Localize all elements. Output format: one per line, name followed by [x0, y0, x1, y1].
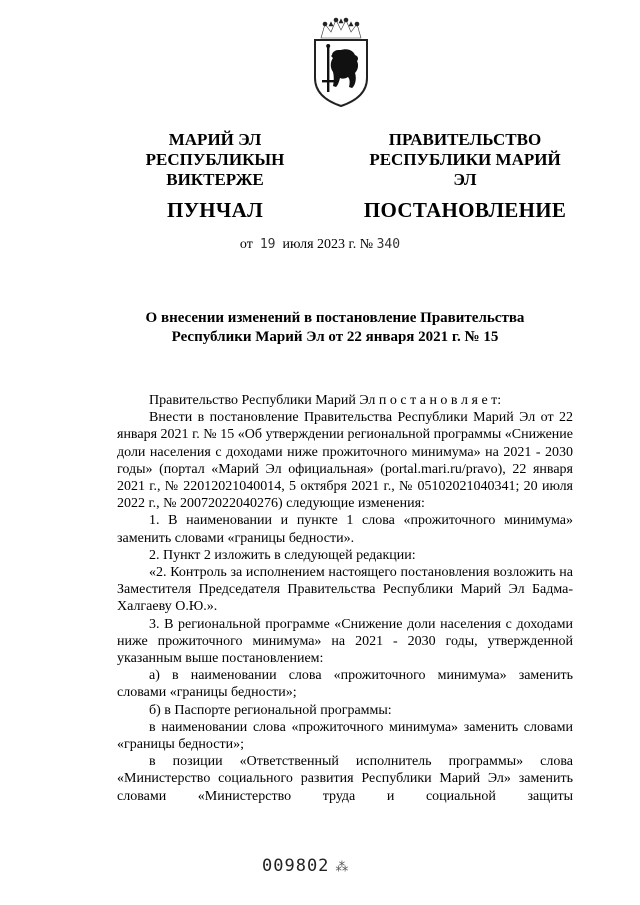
coat-of-arms-icon — [305, 16, 377, 108]
serial-mark: ⁂ — [335, 860, 350, 875]
document-body — [117, 392, 573, 805]
paragraph-item-3b: б) в Паспорте региональной программы: — [149, 702, 392, 718]
header-right — [360, 130, 570, 220]
paragraph-item-3: 3. В региональной программе «Снижение доли населения с доходами ниже прожиточного минимума» на 2021 - 2030 годы, утвержденной указанным выше постановлением: — [117, 616, 573, 667]
serial-number — [262, 856, 349, 876]
date-prefix: от — [239, 237, 253, 252]
header-right-line2: РЕСПУБЛИКИ МАРИЙ ЭЛ — [369, 150, 561, 189]
paragraph-item-1: 1. В наименовании и пункте 1 слова «прожиточного минимума» заменить словами «границы бедности». — [117, 513, 573, 546]
paragraph-item-2: 2. Пункт 2 изложить в следующей редакции: — [149, 547, 416, 563]
header-left-line1: МАРИЙ ЭЛ РЕСПУБЛИКЫН — [145, 130, 285, 169]
paragraph-item-3b-name: в наименовании слова «прожиточного минимума» заменить словами «границы бедности»; — [117, 719, 573, 753]
header-right-line1: ПРАВИТЕЛЬСТВО — [388, 130, 542, 149]
paragraph-item-3b-executor: в позиции «Ответственный исполнитель программы» слова «Министерство социального развития Республики Марий Эл» заменить словами «Министерство труда и социальной защиты — [117, 754, 573, 804]
document-title — [100, 309, 570, 347]
paragraph-amend-intro: Внести в постановление Правительства Республики Марий Эл от 22 января 2021 г. № 15 «Об утверждении региональной программы «Снижение доли населения с доходами ниже прожиточного минимума» на 2021 - 2030 годы» (портал «Марий Эл официальная» (portal.mari.ru/pravo), 22 января 2021 г., № 22012021040014, 5 октября 2021 г., № 05102021040341; 20 июля 2022 г., № 20072022040276) следующие изменения: — [117, 410, 573, 512]
header-left-line2: ВИКТЕРЖЕ — [166, 170, 264, 189]
paragraph-item-2-text: «2. Контроль за исполнением настоящего постановления возложить на Заместителя Председателя Правительства Республики Марий Эл Бадма-Халгаеву О.Ю.». — [117, 565, 573, 615]
document-number: 340 — [376, 237, 401, 252]
serial-number-value: 009802 — [262, 856, 330, 876]
date-day: 19 — [259, 237, 276, 252]
header-right-doc-type: ПОСТАНОВЛЕНИЕ — [363, 198, 567, 222]
title-line2: Республики Марий Эл от 22 января 2021 г. № 15 — [171, 329, 499, 345]
header-left — [100, 130, 330, 220]
title-line1: О внесении изменений в постановление Правительства — [145, 310, 525, 326]
header-left-doc-type: ПУНЧАЛ — [166, 198, 264, 222]
date-rest: июля 2023 г. № — [282, 237, 374, 252]
date-line — [0, 237, 640, 253]
paragraph-resolves: Правительство Республики Марий Эл п о с т а н о в л я е т: — [149, 393, 502, 408]
paragraph-item-3a: а) в наименовании слова «прожиточного минимума» заменить словами «границы бедности»; — [117, 668, 573, 701]
